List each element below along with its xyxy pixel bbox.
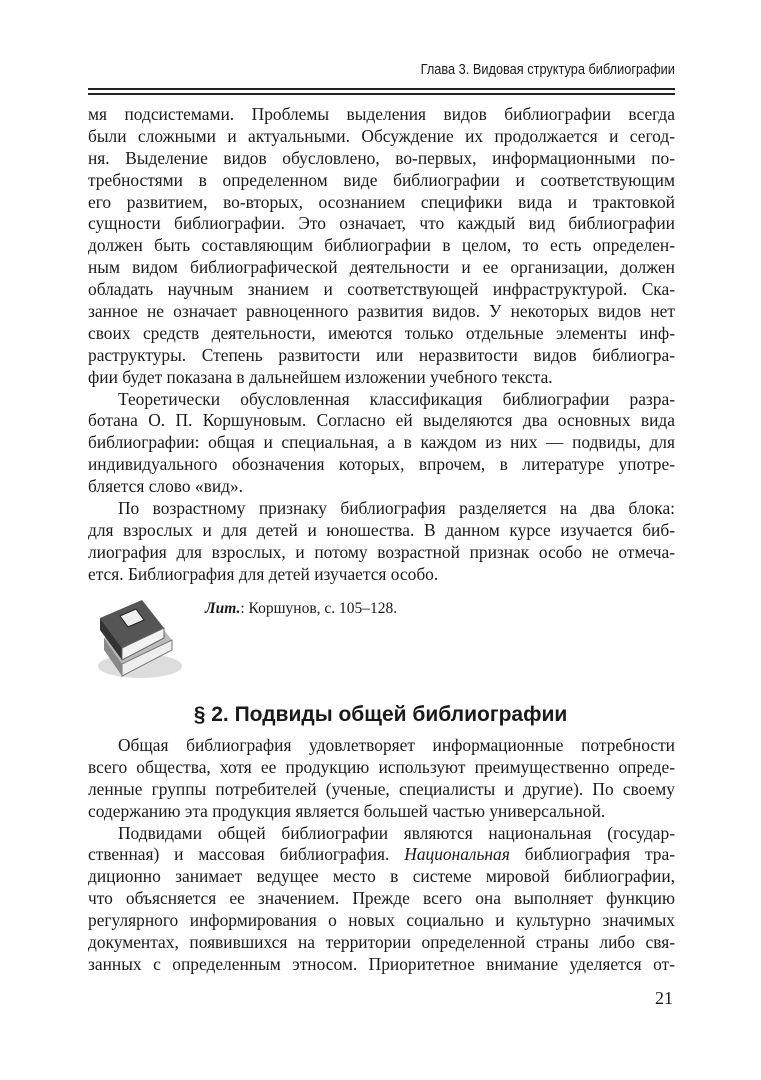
text-line: были сложными и актуальными. Обсуждение их продолжается и сегод-: [88, 125, 675, 146]
page-number: 21: [655, 988, 673, 1008]
text-line: мя подсистемами. Проблемы выделения видов библиографии всегда: [88, 104, 675, 124]
text-line: обладать научным знанием и соответствующей инфраструктурой. Ска-: [88, 279, 675, 300]
text-line: Общая библиография удовлетворяет информационные потребности: [118, 735, 675, 755]
text-line: для взрослых и для детей и юношества. В данном курсе изучается биб-: [88, 519, 675, 540]
text-line: ленные группы потребителей (ученые, специалисты и другие). По своему: [88, 778, 675, 799]
text-line: занное не означает равноценного развития видов. У некоторых видов нет: [88, 301, 675, 322]
literature-reference: [205, 600, 397, 618]
text-line: [88, 844, 675, 866]
header-rule: [88, 93, 675, 95]
text-line: сущности библиографии. Это означает, что каждый вид библиографии: [88, 213, 675, 234]
header-rule: [88, 88, 675, 90]
text-line: фии будет показана в дальнейшем изложении учебного текста.: [88, 366, 553, 387]
italic-term: Национальная: [404, 844, 510, 865]
text-segment: библиография тра-: [509, 844, 675, 865]
text-line: должен быть составляющим библиографии в целом, то есть определен-: [88, 235, 675, 256]
text-line: документах, появившихся на территории определенной страны либо свя-: [88, 932, 675, 953]
body-text-top: [88, 104, 675, 586]
text-line: лиография для взрослых, и потому возрастной признак особо не отмеча-: [88, 541, 675, 562]
text-line: что объясняется ее значением. Прежде всего она выполняет функцию: [88, 888, 675, 909]
text-line: ботана О. П. Коршуновым. Согласно ей выделяются два основных вида: [88, 410, 675, 431]
text-line: диционно занимает ведущее место в системе мировой библиографии,: [88, 866, 675, 887]
literature-label: Лит.: [205, 600, 241, 617]
body-text-bottom: [88, 735, 675, 976]
section-heading: § 2. Подвиды общей библиографии: [193, 703, 568, 726]
text-line: его развитием, во-вторых, осознанием специфики вида и трактовкой: [88, 191, 675, 212]
text-line: регулярного информирования о новых социально и культурно значимых: [88, 910, 675, 931]
text-line: ным видом библиографической деятельности и ее организации, должен: [88, 257, 675, 278]
text-line: бляется слово «вид».: [88, 476, 244, 497]
text-line: индивидуального обозначения которых, впрочем, в литературе употре-: [88, 454, 675, 475]
text-line: По возрастному признаку библиография разделяется на два блока:: [118, 498, 675, 519]
text-line: содержанию эта продукция является большей частью универсальной.: [88, 800, 606, 821]
text-line: занных с определенным этносом. Приоритетное внимание уделяется от-: [88, 953, 675, 974]
text-line: Подвидами общей библиографии являются национальная (государ-: [118, 822, 675, 843]
text-line: Теоретически обусловленная классификация библиографии разра-: [118, 388, 675, 409]
book-icon: [92, 598, 187, 688]
running-header: Глава 3. Видовая структура библиографии: [420, 62, 675, 78]
text-segment: ственная) и массовая библиография.: [88, 844, 405, 865]
text-line: ня. Выделение видов обусловлено, во-первых, информационными по-: [88, 147, 675, 168]
text-line: библиографии: общая и специальная, а в каждом из них — подвиды, для: [88, 432, 675, 453]
literature-text: : Коршунов, с. 105–128.: [240, 600, 398, 617]
text-line: ется. Библиография для детей изучается особо.: [88, 563, 439, 584]
text-line: раструктуры. Степень развитости или неразвитости видов библиогра-: [88, 344, 675, 365]
text-line: своих средств деятельности, имеются только отдельные элементы инф-: [88, 322, 675, 343]
text-line: требностями в определенном виде библиографии и соответствующим: [88, 169, 675, 190]
text-line: всего общества, хотя ее продукцию используют преимущественно опреде-: [88, 756, 675, 777]
